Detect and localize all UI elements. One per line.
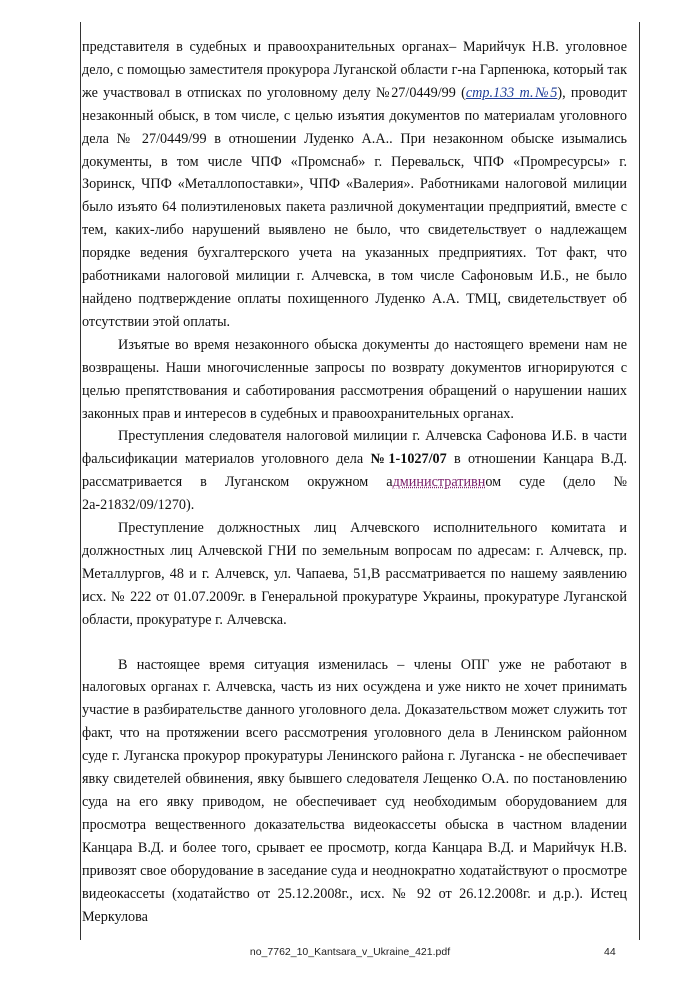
case-number: №1-1027/07	[370, 451, 447, 468]
paragraph-text: ом суде (дело № 2а-21832/09/1270).	[82, 474, 628, 514]
paragraph-officials-crimes: Преступление должностных лиц Алчевского исполнительного комитата и должностных лиц Алчевской ГНИ по земельным вопросам по адресам: г. Алчевск, пр. Металлургов, 48 и г. Алчевск, ул. Чапаева, 51,В рассматривается по нашему заявлению исх. № 222 от 01.07.2009г. в Генеральной прокуратуре Украины, прокуратуре Луганской области, прокуратуре г. Алчевска.	[82, 520, 627, 628]
paragraph-spacer	[82, 632, 627, 654]
volume-page-reference-link[interactable]: стр.133 т.№5	[465, 84, 558, 101]
paragraph-seized-documents: Изъятые во время незаконного обыска документы до настоящего времени нам не возвращены. Наши многочисленные запросы по возврату документов игнорируются с целью препятствования и саботирования рассмотрения обращений о нарушении наших законных прав и интересов в судебных и правоохранительных органах.	[82, 336, 627, 422]
paragraph-text: в отношении Канцара В.Д. рассматривается в Луганском окружном а	[82, 451, 627, 491]
paragraph-text: Преступления следователя налоговой милиции г. Алчевска Сафонова И.Б. в части фальсификации материалов уголовного дела	[82, 428, 627, 468]
paragraph-search-continuation	[82, 36, 627, 334]
paragraph-text: представителя в судебных и правоохранительных органах– Марийчук Н.В. уголовное дело, с помощью заместителя прокурора Луганской области г-на Гарпенюка, который так же участвовал в отписках по уголовному делу №27/0449/99 (	[82, 39, 627, 101]
paragraph-investigator-crimes	[82, 425, 627, 517]
left-margin-rule	[80, 22, 81, 940]
footer-page-number: 44	[604, 946, 616, 958]
footer-filename: no_7762_10_Kantsara_v_Ukraine_421.pdf	[249, 946, 451, 958]
marked-word: дминистративн	[392, 474, 486, 491]
document-body	[82, 36, 627, 928]
paragraph-current-situation: В настоящее время ситуация изменилась – члены ОПГ уже не работают в налоговых органах г. Алчевска, часть из них осуждена и уже никто не хочет принимать участие в разбирательстве данного уголовного дела. Доказательством может служить тот факт, что на протяжении всего рассмотрения уголовного дела в Ленинском районном суде г. Луганска прокурор прокуратуры Ленинского района г. Луганска - не обеспечивает явку свидетелей обвинения, явку бывшего следователя Лещенко О.А. по постановлению суда на его явку приводом, не обеспечивает суд необходимым оборудованием для просмотра вещественного доказательства видеокассеты обыска в частном владении Канцара В.Д. и более того, срывает ее просмотр, когда Канцара В.Д. и Марийчук Н.В. привозят свое оборудование в заседание суда и неоднократно ходатайствуют о просмотре видеокассеты (ходатайство от 25.12.2008г., исх. № 92 от 26.12.2008г. и д.р.). Истец Меркулова	[82, 656, 627, 925]
right-margin-rule	[639, 22, 640, 940]
paragraph-text: ), проводит незаконный обыск, в том числе, с целью изъятия документов по материалам уголовного дела № 27/0449/99 в отношении Луденко А.А.. При незаконном обыске изымались документы, в том числе ЧПФ «Промснаб» г. Перевальск, ЧПФ «Промресурсы» г. Зоринск, ЧПФ «Металлопоставки», ЧПФ «Валерия». Работниками налоговой милиции было изъято 64 полиэтиленовых пакета различной документации предприятий, вместе с тем, каких-либо нарушений выявлено не было, что свидетельствует о надлежащем порядке ведения бухгалтерского учета на указанных предприятиях. Тот факт, что работниками налоговой милиции г. Алчевска, в том числе Сафоновым И.Б., не было найдено подтверждение оплаты похищенного Луденко А.А. ТМЦ, свидетельствует об отсутствии этой оплаты.	[82, 84, 627, 330]
